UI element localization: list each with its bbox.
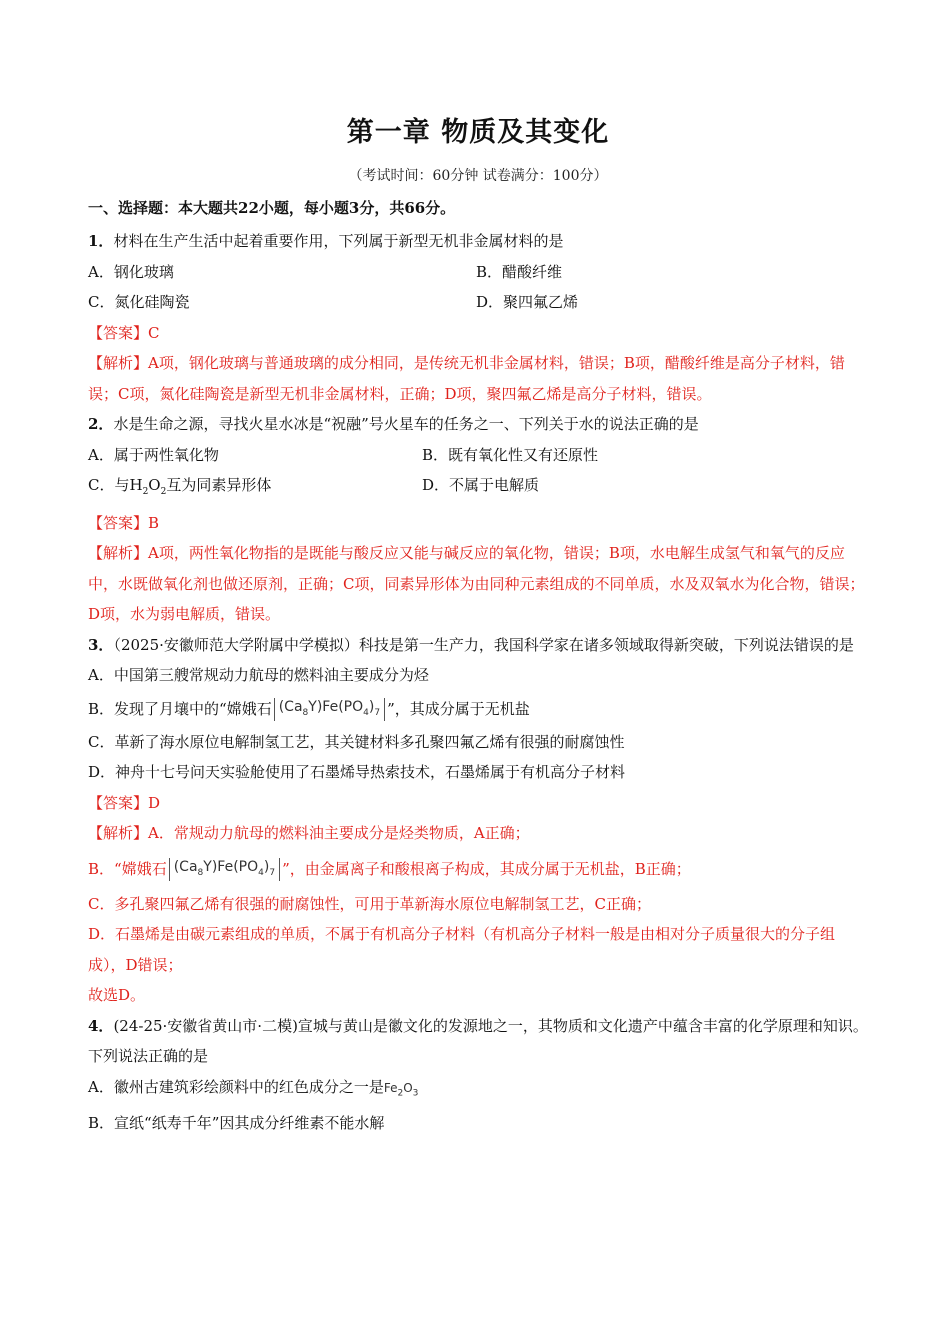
question-3-conclusion: 故选D。 — [88, 986, 146, 1004]
question-1-answer: 【答案】C — [88, 323, 160, 342]
option-c: C．革新了海水原位电解制氢工艺，其关键材料多孔聚四氟乙烯有很强的耐腐蚀性 — [88, 732, 625, 751]
question-3-analysis-c: C．多孔聚四氟乙烯有很强的耐腐蚀性，可用于革新海水原位电解制氢工艺，C正确； — [88, 894, 651, 913]
chang-e-stone-formula: $(Ca_8Y)Fe(PO_4)_7$ — [169, 858, 280, 882]
option-b: B．宣纸“纸寿千年”因其成分纤维素不能水解 — [88, 1114, 385, 1133]
option-c: C．氮化硅陶瓷 — [88, 293, 190, 311]
question-3-stem: 3．（2025·安徽师范大学附属中学模拟）科技是第一生产力，我国科学家在诸多领域取得新突破，下列说法错误的是 — [88, 635, 854, 654]
option-d: D．神舟十七号问天实验舱使用了石墨烯导热索技术，石墨烯属于有机高分子材料 — [88, 763, 626, 781]
option-a: A．属于两性氧化物 — [88, 445, 219, 464]
option-d: D．聚四氟乙烯 — [476, 293, 579, 311]
option-a: A．钢化玻璃 — [88, 262, 174, 281]
question-3-analysis-a: 【解析】A．常规动力航母的燃料油主要成分是烃类物质，A正确； — [88, 824, 530, 842]
question-1-stem: 1．材料在生产生活中起着重要作用，下列属于新型无机非金属材料的是 — [88, 232, 564, 250]
question-2-answer: 【答案】B — [88, 513, 160, 532]
question-1-options-cd — [88, 287, 868, 318]
fe2o3-formula: $Fe_2O_3$ — [383, 1080, 419, 1098]
question-2-analysis: 【解析】A项，两性氧化物指的是既能与酸反应又能与碱反应的氧化物，错误；B项，水电解生成氢气和氧气的反应中，水既做氧化剂也做还原剂，正确；C项，同素异形体为由同种元素组成的不同单质，水及双氧水为化合物，错误；D项，水为弱电解质，错误。 — [88, 544, 865, 623]
question-3-answer: 【答案】D — [88, 793, 161, 812]
option-d: D．不属于电解质 — [422, 476, 540, 494]
chang-e-stone-formula: $(Ca_8Y)Fe(PO_4)_7$ — [274, 698, 385, 722]
option-a: A．徽州古建筑彩绘颜料中的红色成分之一是$Fe_2O_3$ — [88, 1077, 419, 1098]
question-3-analysis-d: D．石墨烯是由碳元素组成的单质，不属于有机高分子材料（有机高分子材料一般是由相对分子质量很大的分子组成），D错误； — [88, 925, 836, 974]
page-title: 第一章 物质及其变化 — [346, 117, 610, 148]
question-2-options-cd — [88, 470, 868, 508]
question-1-options-ab — [88, 257, 868, 288]
option-b: B．醋酸纤维 — [476, 262, 563, 281]
question-1-analysis: 【解析】A项，钢化玻璃与普通玻璃的成分相同，是传统无机非金属材料，错误；B项，醋酸纤维是高分子材料，错误；C项，氮化硅陶瓷是新型无机非金属材料，正确；D项，聚四氟乙烯是高分子材料，错误。 — [88, 354, 845, 403]
question-2-options-ab — [88, 440, 868, 471]
option-c: C．与$H_2O_2$互为同素异形体 — [88, 476, 272, 497]
question-4-stem: 4．(24-25·安徽省黄山市·二模)宣城与黄山是徽文化的发源地之一，其物质和文化遗产中蕴含丰富的化学原理和知识。下列说法正确的是 — [88, 1016, 868, 1065]
option-b: B．发现了月壤中的“嫦娥石 $(Ca_8Y)Fe(PO_4)_7$ ”，其成分属于无机盐 — [88, 691, 868, 727]
document-page — [88, 110, 868, 1139]
option-b: B．既有氧化性又有还原性 — [422, 445, 599, 464]
question-2-stem: 2．水是生命之源，寻找火星水冰是“祝融”号火星车的任务之一、下列关于水的说法正确的是 — [88, 415, 699, 433]
exam-info: （考试时间：60分钟 试卷满分：100分） — [348, 168, 608, 184]
section-heading: 一、选择题：本大题共22小题，每小题3分，共66分。 — [88, 199, 456, 217]
question-3-analysis-b: B．“嫦娥石 $(Ca_8Y)Fe(PO_4)_7$ ”，由金属离子和酸根离子构成，其成分属于无机盐，B正确； — [88, 849, 868, 889]
option-a: A．中国第三艘常规动力航母的燃料油主要成分为烃 — [88, 666, 429, 684]
